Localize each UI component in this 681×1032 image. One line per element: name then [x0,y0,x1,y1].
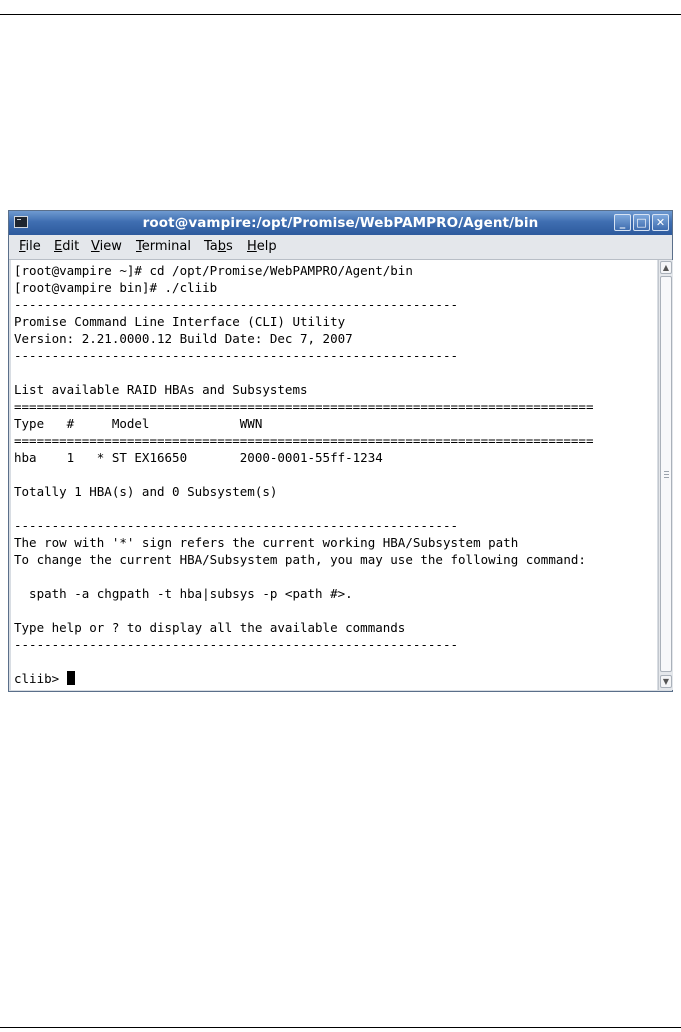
terminal-icon[interactable] [14,216,28,228]
terminal-line: To change the current HBA/Subsystem path, you may use the following command: [14,552,586,567]
menu-file[interactable]: File [19,239,41,254]
terminal-output[interactable] [11,260,657,690]
scroll-down-button[interactable]: ▼ [660,675,672,688]
terminal-window[interactable] [8,210,673,692]
menu-view[interactable]: View [91,239,122,254]
window-title: root@vampire:/opt/Promise/WebPAMPRO/Agent/bin [142,215,539,231]
page-top-rule [0,14,681,15]
terminal-line: The row with '*' sign refers the current working HBA/Subsystem path [14,535,519,550]
menu-help[interactable]: Help [247,239,277,254]
terminal-line: Type # Model WWN [14,416,263,431]
terminal-line: [root@vampire bin]# ./cliib [14,280,218,295]
scroll-thumb[interactable] [660,276,672,672]
terminal-line: List available RAID HBAs and Subsystems [14,382,308,397]
terminal-line: [root@vampire ~]# cd /opt/Promise/WebPAMPRO/Agent/bin [14,263,413,278]
terminal-line: Promise Command Line Interface (CLI) Utility [14,314,346,329]
shell-prompt: cliib> [14,671,67,686]
menu-tabs[interactable]: Tabs [204,239,233,254]
terminal-line: ----------------------------------------------------------- [14,297,459,312]
menu-terminal[interactable]: Terminal [136,239,191,254]
scroll-grip [664,471,669,472]
terminal-line: ============================================================================= [14,433,594,448]
maximize-button[interactable]: □ [633,214,650,231]
menu-bar [9,235,672,260]
terminal-line: Type help or ? to display all the available commands [14,620,406,635]
scroll-grip [664,474,669,475]
terminal-line: spath -a chgpath -t hba|subsys -p <path #>. [14,586,353,601]
scroll-grip [664,477,669,478]
terminal-line: Totally 1 HBA(s) and 0 Subsystem(s) [14,484,278,499]
close-button[interactable]: ✕ [652,214,669,231]
terminal-line: hba 1 * ST EX16650 2000-0001-55ff-1234 [14,450,383,465]
terminal-line: ============================================================================= [14,399,594,414]
vertical-scrollbar[interactable] [658,260,673,690]
terminal-line: Version: 2.21.0000.12 Build Date: Dec 7, 2007 [14,331,353,346]
terminal-line: ----------------------------------------------------------- [14,348,459,363]
window-titlebar[interactable] [9,211,672,235]
window-controls [614,214,669,231]
page-bottom-rule [0,1027,681,1028]
minimize-button[interactable]: _ [614,214,631,231]
terminal-prompt-line[interactable] [14,670,75,687]
scroll-up-button[interactable]: ▲ [660,261,672,274]
menu-edit[interactable]: Edit [54,239,80,254]
terminal-line: ----------------------------------------------------------- [14,518,459,533]
terminal-line: ----------------------------------------------------------- [14,637,459,652]
text-cursor [67,671,75,685]
